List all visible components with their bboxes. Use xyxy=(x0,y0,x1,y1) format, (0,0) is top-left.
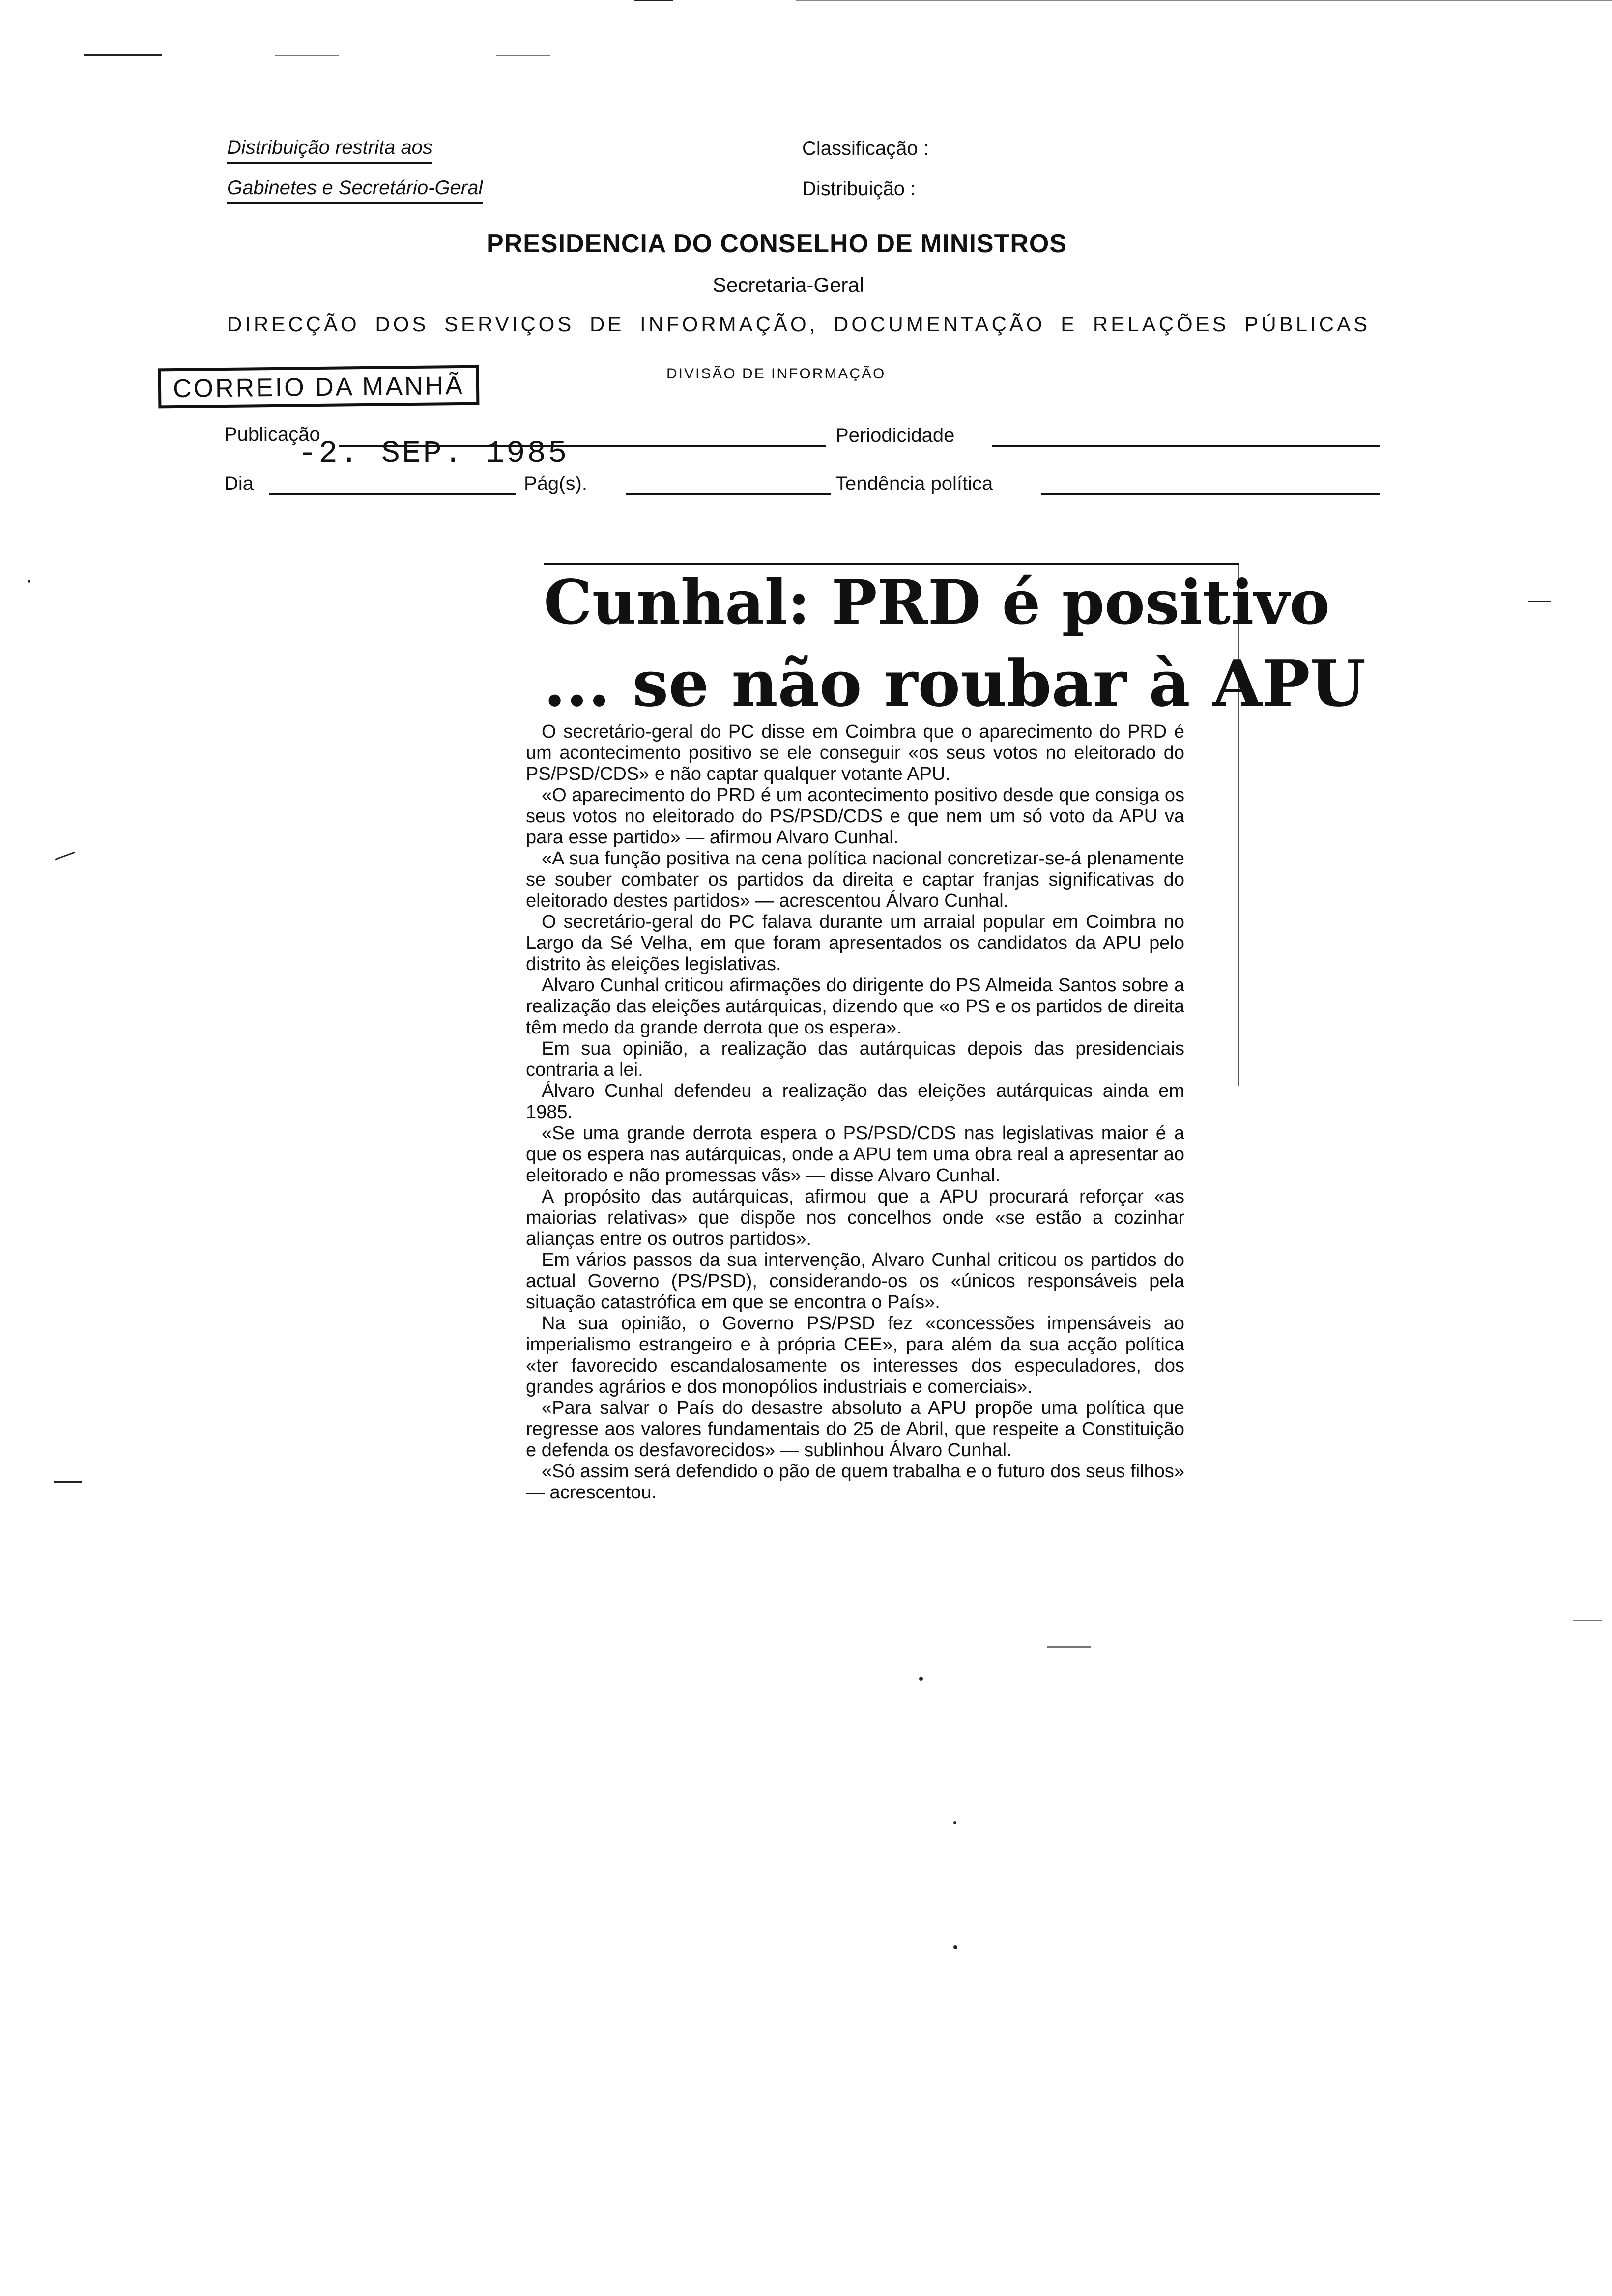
article-paragraph: A propósito das autárquicas, afirmou que a APU procurará reforçar «as maiorias relativas» que dispõe nos concelhos onde «se estão a cozinhar alianças entre os outros partidos». xyxy=(526,1186,1184,1249)
distribution-restriction-line1: Distribuição restrita aos xyxy=(227,137,432,164)
article-paragraph: Alvaro Cunhal criticou afirmações do dirigente do PS Almeida Santos sobre a realização das eleições autárquicas, dizendo que «o PS e os partidos de direita têm medo da grande derrota que os espera». xyxy=(526,975,1184,1038)
article-paragraph: Em sua opinião, a realização das autárquicas depois das presidenciais contraria a lei. xyxy=(526,1038,1184,1080)
headline-line2: ... se não roubar à APU xyxy=(544,646,1366,721)
article-paragraph: «Para salvar o País do desastre absoluto a APU propõe uma política que regresse aos valores fundamentais do 25 de Abril, que respeite a Constituição e defenda os desfavorecidos» — sublinhou Álvaro Cunhal. xyxy=(526,1398,1184,1461)
distribuicao-label: Distribuição : xyxy=(802,178,916,200)
source-stamp: CORREIO DA MANHÃ xyxy=(158,365,480,409)
article-paragraph: «Só assim será defendido o pão de quem trabalha e o futuro dos seus filhos» — acrescentou. xyxy=(526,1461,1184,1503)
dia-field-line xyxy=(269,474,516,495)
pags-label: Pág(s). xyxy=(524,473,587,494)
periodicidade-label: Periodicidade xyxy=(835,425,955,446)
clipping-right-edge xyxy=(1238,565,1239,1086)
classificacao-label: Classificação : xyxy=(802,138,929,159)
article-body xyxy=(526,721,1184,1503)
headline-line1: Cunhal: PRD é positivo xyxy=(544,567,1330,638)
page-title: PRESIDENCIA DO CONSELHO DE MINISTROS xyxy=(487,230,1067,258)
publicacao-label: Publicação xyxy=(224,424,320,445)
article-paragraph: O secretário-geral do PC disse em Coimbra que o aparecimento do PRD é um acontecimento positivo se ele conseguir «os seus votos no eleitorado do PS/PSD/CDS» e não captar qualquer votante APU. xyxy=(526,721,1184,784)
article-paragraph: Álvaro Cunhal defendeu a realização das eleições autárquicas ainda em 1985. xyxy=(526,1081,1184,1122)
pags-field-line xyxy=(626,474,831,495)
tendencia-field-line xyxy=(1041,474,1380,495)
direccao-line: DIRECÇÃO DOS SERVIÇOS DE INFORMAÇÃO, DOCUMENTAÇÃO E RELAÇÕES PÚBLICAS xyxy=(227,313,1371,336)
distribution-restriction-line2: Gabinetes e Secretário-Geral xyxy=(227,177,483,204)
article-paragraph: «O aparecimento do PRD é um acontecimento positivo desde que consiga os seus votos no eleitorado do PS/PSD/CDS e que nem um só voto da APU va para esse partido» — afirmou Alvaro Cunhal. xyxy=(526,785,1184,848)
clipping-top-rule xyxy=(544,563,1239,565)
divisao-label: DIVISÃO DE INFORMAÇÃO xyxy=(666,366,886,382)
tendencia-label: Tendência política xyxy=(835,473,993,494)
article-paragraph: Em vários passos da sua intervenção, Alvaro Cunhal criticou os partidos do actual Governo (PS/PSD), considerando-os os «únicos responsáveis pela situação catastrófica em que se encontra o País». xyxy=(526,1250,1184,1313)
page-subtitle: Secretaria-Geral xyxy=(713,273,864,296)
article-paragraph: O secretário-geral do PC falava durante um arraial popular em Coimbra no Largo da Sé Velha, em que foram apresentados os candidatos da APU pelo distrito às eleições legislativas. xyxy=(526,912,1184,975)
periodicidade-field-line xyxy=(992,426,1380,447)
article-paragraph: «Se uma grande derrota espera o PS/PSD/CDS nas legislativas maior é a que os espera nas autárquicas, onde a APU tem uma obra real a apresentar ao eleitorado e não promessas vãs» — disse Alvaro Cunhal. xyxy=(526,1123,1184,1186)
publicacao-field-line xyxy=(339,426,826,447)
dia-label: Dia xyxy=(224,473,254,494)
date-stamp: -2. SEP. 1985 xyxy=(298,436,569,472)
article-paragraph: «A sua função positiva na cena política nacional concretizar-se-á plenamente se souber combater os partidos da direita e captar franjas significativas do eleitorado destes partidos» — acrescentou Álvaro Cunhal. xyxy=(526,848,1184,911)
article-paragraph: Na sua opinião, o Governo PS/PSD fez «concessões impensáveis ao imperialismo estrangeiro e à própria CEE», para além da sua acção política «ter favorecido escandalosamente os interesses dos especuladores, dos grandes agrários e dos monopólios industriais e comerciais». xyxy=(526,1313,1184,1397)
